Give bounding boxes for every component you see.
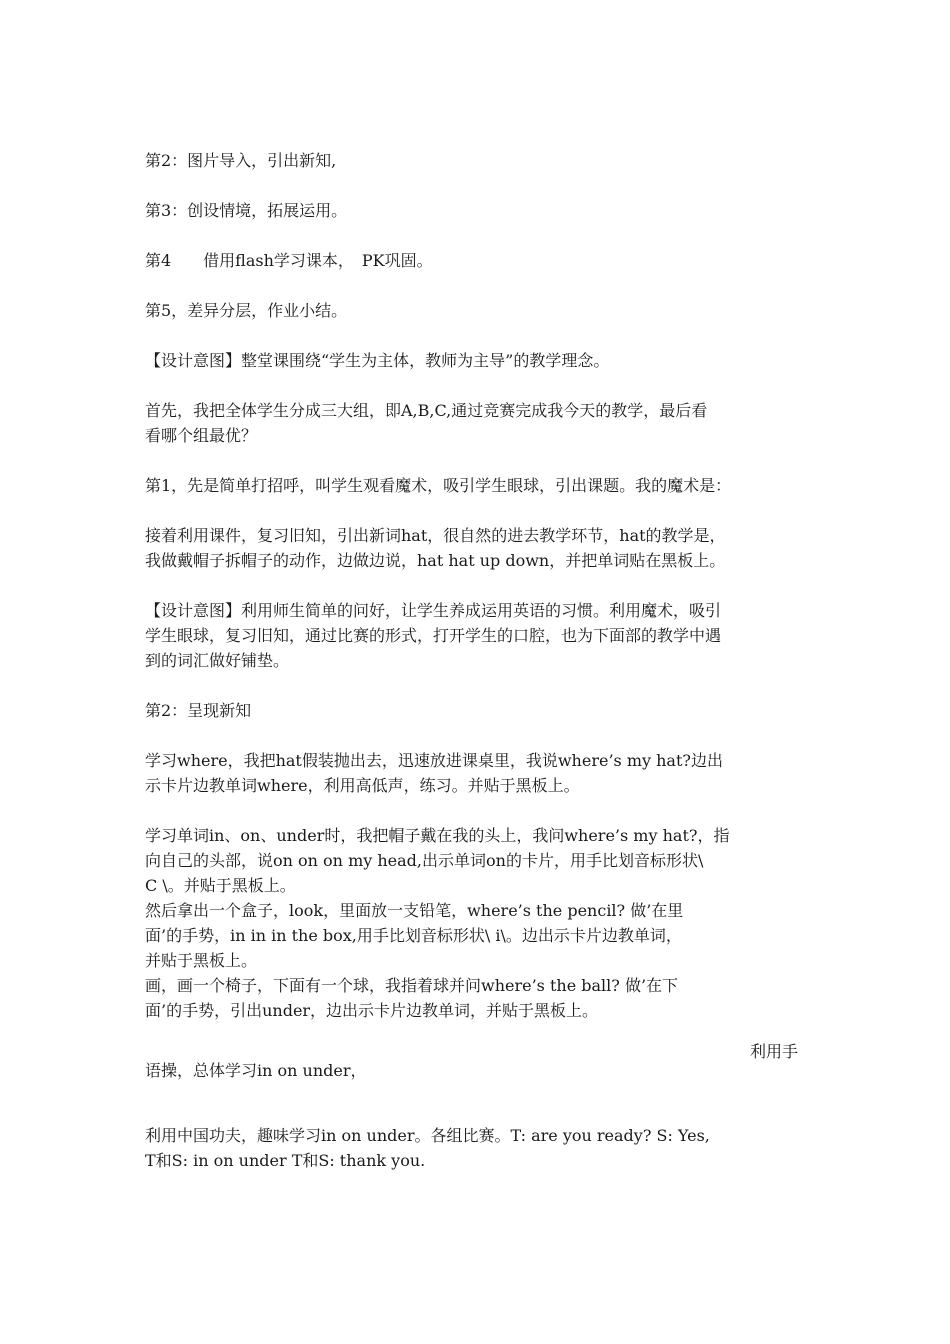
- text-line: 到的词汇做好铺垫。: [145, 651, 290, 670]
- text-line: C \。并贴于黑板上。: [145, 876, 296, 895]
- text-line: 学生眼球，复习旧知，通过比赛的形式，打开学生的口腔，也为下面部的教学中遇: [145, 626, 722, 645]
- text-line-right: 利用手: [749, 1042, 798, 1061]
- design-intent-paragraph: 【设计意图】利用师生简单的问好，让学生养成运用英语的习惯。利用魔术，吸引: [145, 601, 722, 620]
- text-line: 第5，差异分层，作业小结。: [145, 301, 348, 320]
- text-line: 首先，我把全体学生分成三大组，即A,B,C,通过竞赛完成我今天的教学，最后看: [145, 401, 708, 420]
- text-line: 画，画一个椅子，下面有一个球，我指着球并问where’s the ball? 做’在下: [145, 976, 679, 995]
- text-line: 看哪个组最优？: [145, 426, 258, 445]
- text-line: 我做戴帽子拆帽子的动作，边做边说，hat hat up down，并把单词贴在黑板上。: [145, 551, 726, 570]
- section-heading: 第2：呈现新知: [145, 701, 252, 720]
- text-line: 学习where，我把hat假装抛出去，迅速放进课桌里，我说where’s my hat?边出: [145, 751, 723, 770]
- text-line: 并贴于黑板上。: [145, 951, 258, 970]
- text-line: 语操，总体学习in on under，: [145, 1061, 367, 1080]
- text-line: 示卡片边教单词where，利用高低声，练习。并贴于黑板上。: [145, 776, 580, 795]
- text-line: 利用中国功夫，趣味学习in on under。各组比赛。T: are you ready? S: Yes,: [145, 1126, 710, 1145]
- text-line: 第2：图片导入，引出新知,: [145, 151, 337, 170]
- text-line: 第4 借用flash学习课本， PK巩固。: [145, 251, 433, 270]
- text-line: 学习单词in、on、under时，我把帽子戴在我的头上，我问where’s my hat?，指: [145, 826, 730, 845]
- text-line: 面’的手势，in in in the box,用手比划音标形状\ i\。边出示卡片边教单词，: [145, 926, 682, 945]
- text-line: 向自己的头部，说on on on my head,出示单词on的卡片，用手比划音标形状\: [145, 851, 704, 870]
- design-intent-heading: 【设计意图】整堂课围绕“学生为主体，教师为主导”的教学理念。: [145, 351, 610, 370]
- text-line: 面’的手势，引出under，边出示卡片边教单词，并贴于黑板上。: [145, 1001, 599, 1020]
- text-line: T和S: in on under T和S: thank you.: [145, 1151, 426, 1170]
- text-line: 第3：创设情境，拓展运用。: [145, 201, 348, 220]
- text-line: 接着利用课件，复习旧知，引出新词hat，很自然的进去教学环节，hat的教学是，: [145, 526, 726, 545]
- text-line: 第1，先是简单打招呼，叫学生观看魔术，吸引学生眼球，引出课题。我的魔术是：: [145, 476, 732, 495]
- text-line: 然后拿出一个盒子，look，里面放一支铅笔，where’s the pencil? 做’在里: [145, 901, 684, 920]
